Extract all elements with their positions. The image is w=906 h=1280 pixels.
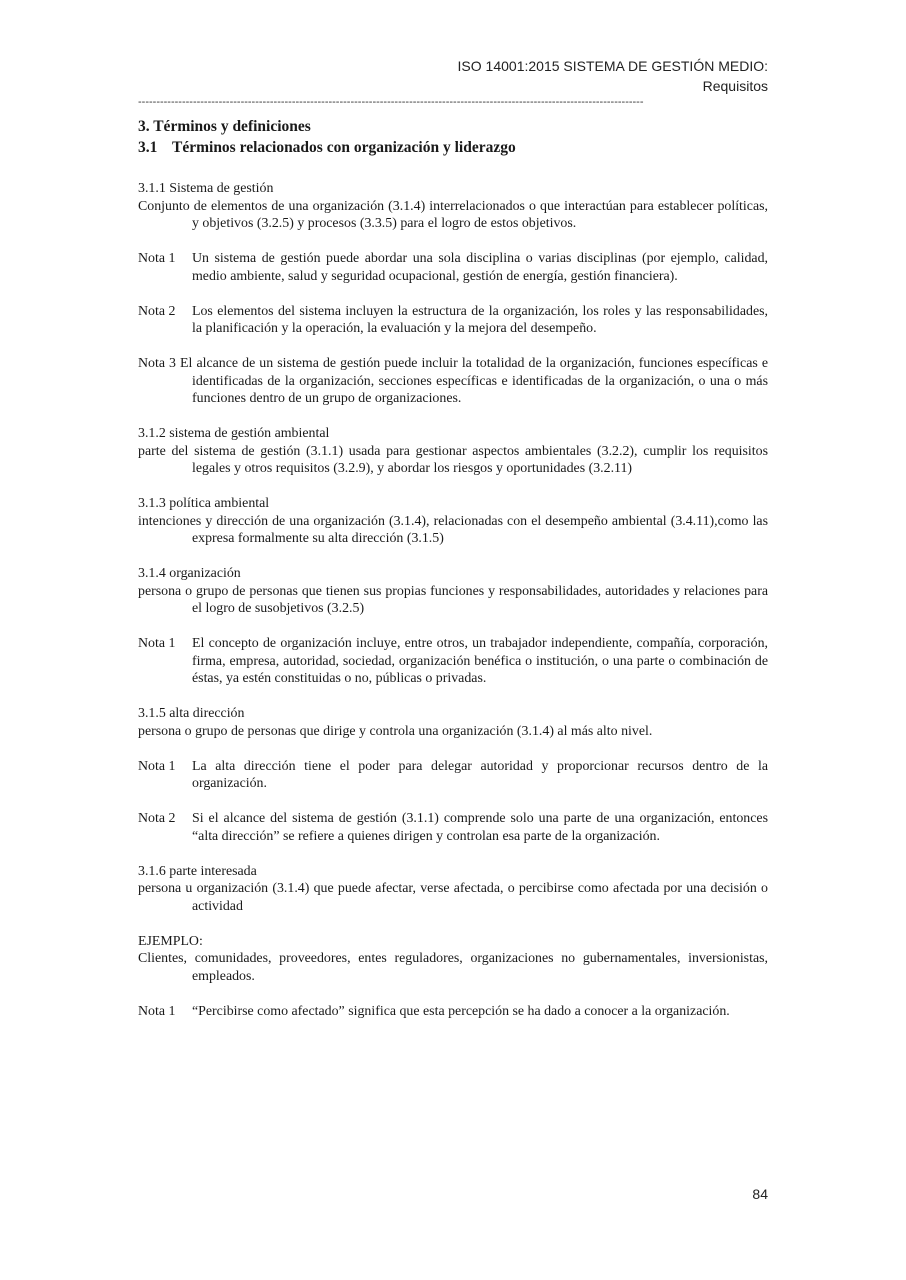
note-text: La alta dirección tiene el poder para delegar autoridad y proporcionar recursos dentro de la organización. (192, 758, 768, 791)
note-label: Nota 1 (138, 251, 176, 266)
note-inline: Nota 3 El alcance de un sistema de gestión puede incluir la totalidad de la organización, funciones específicas e identificadas de la organización, secciones específicas e identificadas de la organización, o una o más funciones dentro de un grupo de organizaciones. (138, 356, 768, 406)
note (138, 810, 768, 845)
note (138, 303, 768, 338)
example-label: EJEMPLO: (138, 933, 203, 949)
note-text: El concepto de organización incluye, entre otros, un trabajador independiente, compañía, corporación, firma, empresa, autoridad, sociedad, organización benéfica o institución, o una parte o combinación de éstas, ya estén constituidas o no, públicas o privadas. (192, 636, 768, 686)
note-label: Nota 1 (138, 758, 176, 774)
example-text: Clientes, comunidades, proveedores, entes reguladores, organizaciones no gubernamentales, inversionistas, empleados. (138, 951, 768, 984)
note (138, 1003, 768, 1021)
header-divider: ------------------------------------------------------------------------------------------------------------------------------------------ (138, 96, 644, 108)
subsection-number: 3.1 (138, 139, 158, 156)
running-header (138, 56, 768, 96)
term-definition: persona u organización (3.1.4) que puede afectar, verse afectada, o percibirse como afectada por una decisión o actividad (138, 881, 768, 914)
term-definition: Conjunto de elementos de una organización (3.1.4) interrelacionados o que interactúan para establecer políticas, y objetivos (3.2.5) y procesos (3.3.5) para el logro de estos objetivos. (138, 198, 768, 231)
note-text: “Percibirse como afectado” significa que esta percepción se ha dado a conocer a la organización. (192, 1003, 730, 1019)
term-heading: 3.1.3 política ambiental (138, 496, 270, 511)
document-body (138, 116, 768, 1020)
page-number: 84 (752, 1186, 768, 1202)
note-label: Nota 2 (138, 303, 176, 319)
term-heading: 3.1.4 organización (138, 566, 241, 581)
note-text: Los elementos del sistema incluyen la estructura de la organización, los roles y las responsabilidades, la planificación y la operación, la evaluación y la mejora del desempeño. (192, 303, 768, 336)
section-title: 3. Términos y definiciones (138, 118, 311, 135)
note (138, 635, 768, 688)
note-label: Nota 1 (138, 1003, 176, 1019)
term-heading: 3.1.2 sistema de gestión ambiental (138, 426, 330, 441)
note-text: Un sistema de gestión puede abordar una sola disciplina o varias disciplinas (por ejemplo, calidad, medio ambiente, salud y seguridad ocupacional, gestión de energía, gestión financiera). (192, 251, 768, 284)
term-definition: persona o grupo de personas que dirige y controla una organización (3.1.4) al más alto nivel. (138, 723, 653, 739)
term-definition: persona o grupo de personas que tienen sus propias funciones y responsabilidades, autoridades y relaciones para el logro de susobjetivos (3.2.5) (138, 583, 768, 616)
note-text: Si el alcance del sistema de gestión (3.1.1) comprende solo una parte de una organización, entonces “alta dirección” se refiere a quienes dirigen y controlan esa parte de la organización. (192, 811, 768, 844)
note (138, 758, 768, 793)
subsection-label: Términos relacionados con organización y liderazgo (172, 139, 516, 156)
header-title: ISO 14001:2015 SISTEMA DE GESTIÓN MEDIO: (457, 58, 768, 74)
note-label: Nota 1 (138, 636, 176, 651)
header-subtitle: Requisitos (702, 78, 768, 94)
term-heading: 3.1.6 parte interesada (138, 863, 257, 879)
subsection-title (138, 137, 768, 158)
term-heading: 3.1.5 alta dirección (138, 706, 245, 721)
term-definition: intenciones y dirección de una organización (3.1.4), relacionadas con el desempeño ambiental (3.4.11),como las expresa formalmente su alta dirección (3.1.5) (138, 513, 768, 546)
note (138, 250, 768, 285)
term-definition: parte del sistema de gestión (3.1.1) usada para gestionar aspectos ambientales (3.2.2), cumplir los requisitos legales y otros requisitos (3.2.9), y abordar los riesgos y oportunidades (3.2.11) (138, 443, 768, 476)
note-label: Nota 2 (138, 811, 176, 826)
term-heading: 3.1.1 Sistema de gestión (138, 181, 274, 196)
